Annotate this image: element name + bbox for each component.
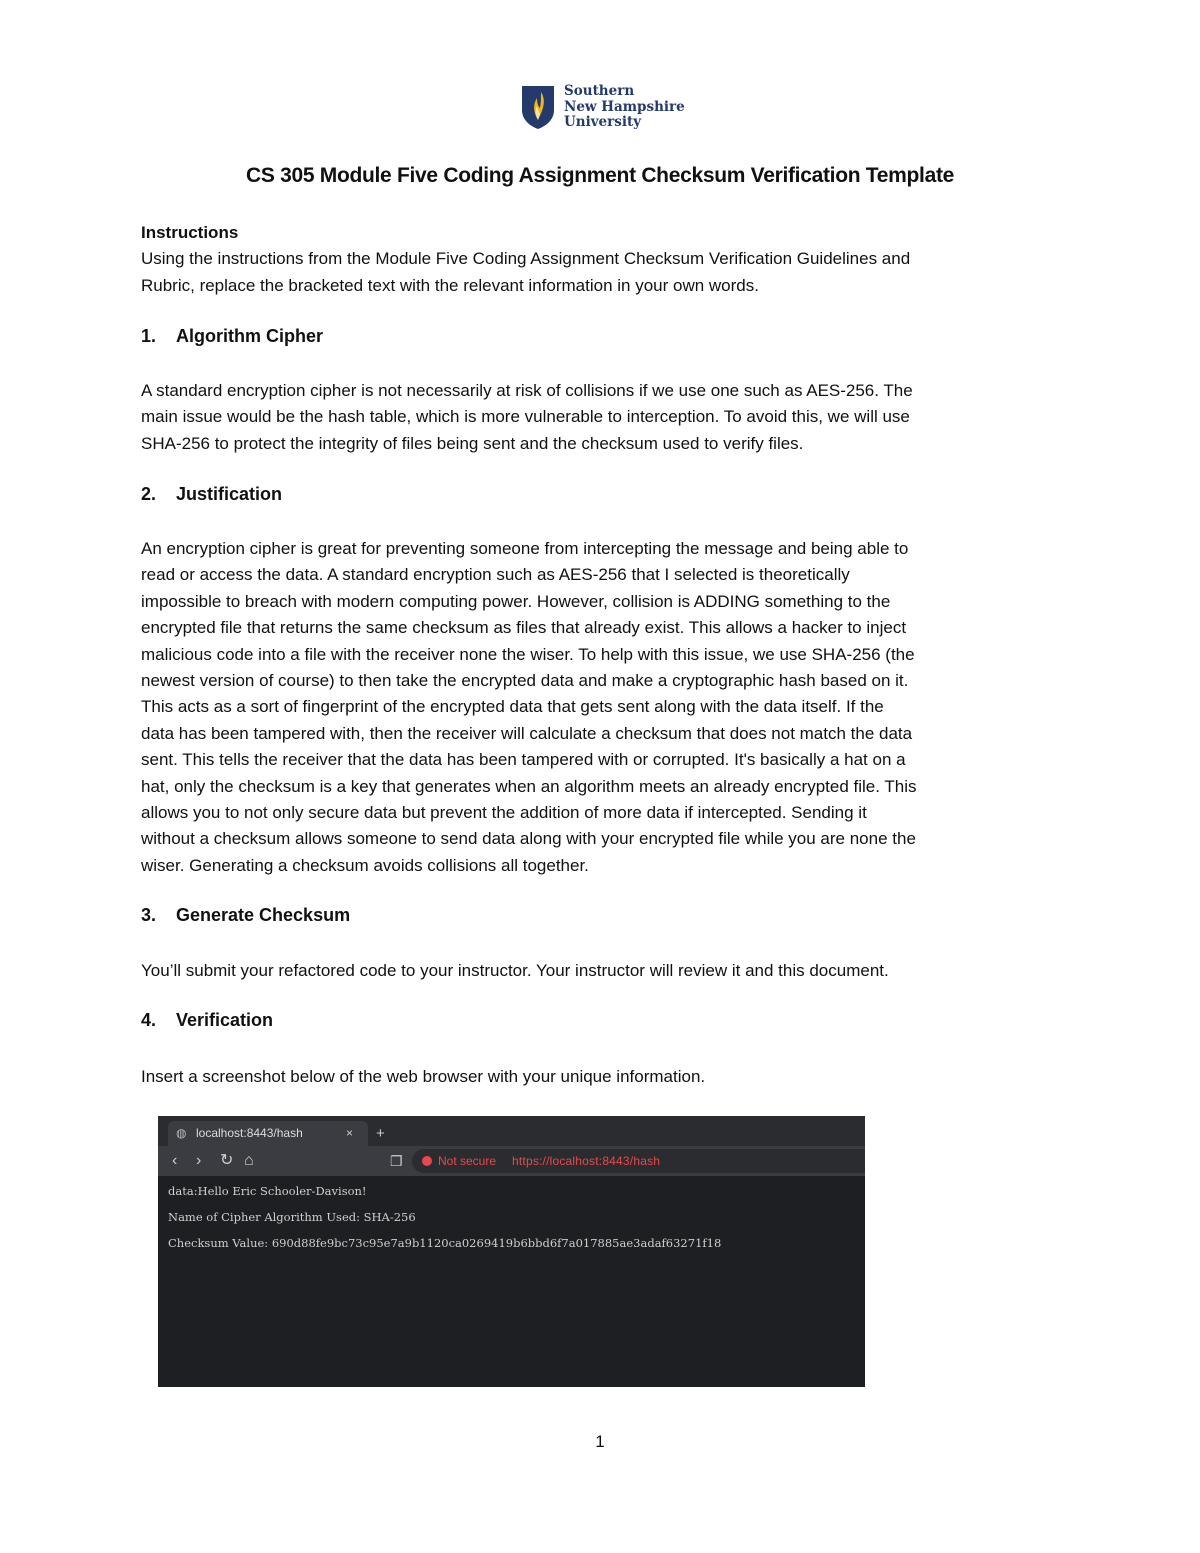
section-title: Verification	[176, 1010, 274, 1030]
university-logo	[520, 84, 685, 131]
browser-page-content	[158, 1176, 865, 1250]
paragraph-line: read or access the data. A standard encryption such as AES-256 that I selected is theoretically	[141, 565, 850, 585]
logo-line-1: Southern	[564, 83, 635, 99]
paragraph-line: impossible to breach with modern computing power. However, collision is ADDING something to the	[141, 591, 891, 611]
browser-tab-title: localhost:8443/hash	[196, 1126, 303, 1140]
section-title: Algorithm Cipher	[176, 326, 323, 346]
section-4-body	[141, 1064, 1061, 1090]
paragraph-line: hat, only the checksum is a key that generates when an algorithm meets an already encrypted file. This	[141, 776, 917, 796]
section-number: 3.	[141, 905, 157, 925]
instructions-line: Using the instructions from the Module Five Coding Assignment Checksum Verification Guidelines and	[141, 249, 911, 269]
bookmark-icon: ❐	[390, 1153, 403, 1169]
security-label: Not secure	[438, 1154, 497, 1168]
logo-line-3: University	[564, 114, 642, 130]
paragraph-line: allows you to not only secure data but prevent the addition of more data if intercepted. Sending it	[141, 803, 867, 823]
section-title: Justification	[176, 484, 283, 504]
reload-icon: ↻	[220, 1152, 234, 1169]
paragraph-line: Insert a screenshot below of the web browser with your unique information.	[141, 1067, 706, 1086]
logo-text	[564, 84, 685, 131]
browser-tab	[168, 1121, 368, 1146]
section-number: 4.	[141, 1010, 157, 1030]
page-number: 1	[595, 1432, 605, 1451]
forward-arrow-icon: ›	[196, 1152, 202, 1169]
paragraph-line: SHA-256 to protect the integrity of files being sent and the checksum used to verify files.	[141, 433, 804, 453]
paragraph-line: This acts as a sort of fingerprint of the encrypted data that gets sent along with the data itself. If the	[141, 697, 884, 717]
paragraph-line: You’ll submit your refactored code to your instructor. Your instructor will review it and this document.	[141, 961, 889, 980]
section-number: 1.	[141, 326, 157, 346]
instructions-line: Rubric, replace the bracketed text with the relevant information in your own words.	[141, 275, 759, 295]
paragraph-line: malicious code into a file with the receiver none the wiser. To help with this issue, we use SHA-256 (the	[141, 644, 915, 664]
section-2-body	[141, 536, 1061, 879]
paragraph-line: data has been tampered with, then the receiver will calculate a checksum that does not match the data	[141, 723, 913, 743]
address-bar	[412, 1149, 865, 1173]
section-title: Generate Checksum	[176, 905, 351, 925]
document-title: CS 305 Module Five Coding Assignment Checksum Verification Template	[245, 164, 955, 187]
section-3-heading	[141, 905, 1061, 926]
paragraph-line: without a checksum allows someone to send data along with your encrypted file while you are none the	[141, 829, 916, 849]
new-tab-icon: +	[376, 1125, 385, 1142]
paragraph-line: newest version of course) to then take the encrypted data and make a cryptographic hash based on it.	[141, 671, 909, 691]
paragraph-line: sent. This tells the receiver that the data has been tampered with or corrupted. It's basically a hat on a	[141, 750, 906, 770]
back-arrow-icon: ‹	[172, 1152, 178, 1169]
home-icon: ⌂	[244, 1152, 254, 1169]
paragraph-line: main issue would be the hash table, which is more vulnerable to interception. To avoid this, we will use	[141, 407, 910, 427]
warning-icon	[422, 1156, 432, 1166]
paragraph-line: A standard encryption cipher is not necessarily at risk of collisions if we use one such as AES-256. The	[141, 381, 913, 400]
tab-close-icon: ×	[346, 1126, 354, 1140]
browser-tab-bar	[158, 1116, 865, 1146]
section-1-heading	[141, 326, 1061, 347]
section-4-heading	[141, 1010, 1061, 1031]
content-line: Checksum Value: 690d88fe9bc73c95e7a9b1120ca0269419b6bbd6f7a017885ae3adaf63271f18	[168, 1236, 722, 1250]
browser-toolbar	[158, 1146, 865, 1176]
section-2-heading	[141, 484, 1061, 505]
section-number: 2.	[141, 484, 157, 504]
instructions-heading: Instructions	[141, 223, 239, 242]
url-text: https://localhost:8443/hash	[512, 1154, 661, 1168]
instructions-block	[141, 220, 1061, 299]
logo-line-2: New Hampshire	[564, 98, 685, 115]
paragraph-line: An encryption cipher is great for preventing someone from intercepting the message and being able to	[141, 539, 909, 558]
shield-flame-icon	[520, 84, 556, 130]
browser-screenshot	[158, 1116, 865, 1387]
paragraph-line: encrypted file that returns the same checksum as files that already exist. This allows a hacker to inject	[141, 618, 907, 638]
content-line: data:Hello Eric Schooler-Davison!	[168, 1184, 367, 1198]
paragraph-line: wiser. Generating a checksum avoids collisions all together.	[141, 855, 589, 875]
section-1-body	[141, 378, 1061, 457]
globe-icon: ◍	[176, 1126, 187, 1140]
content-line: Name of Cipher Algorithm Used: SHA-256	[168, 1210, 416, 1224]
section-3-body	[141, 958, 1061, 984]
